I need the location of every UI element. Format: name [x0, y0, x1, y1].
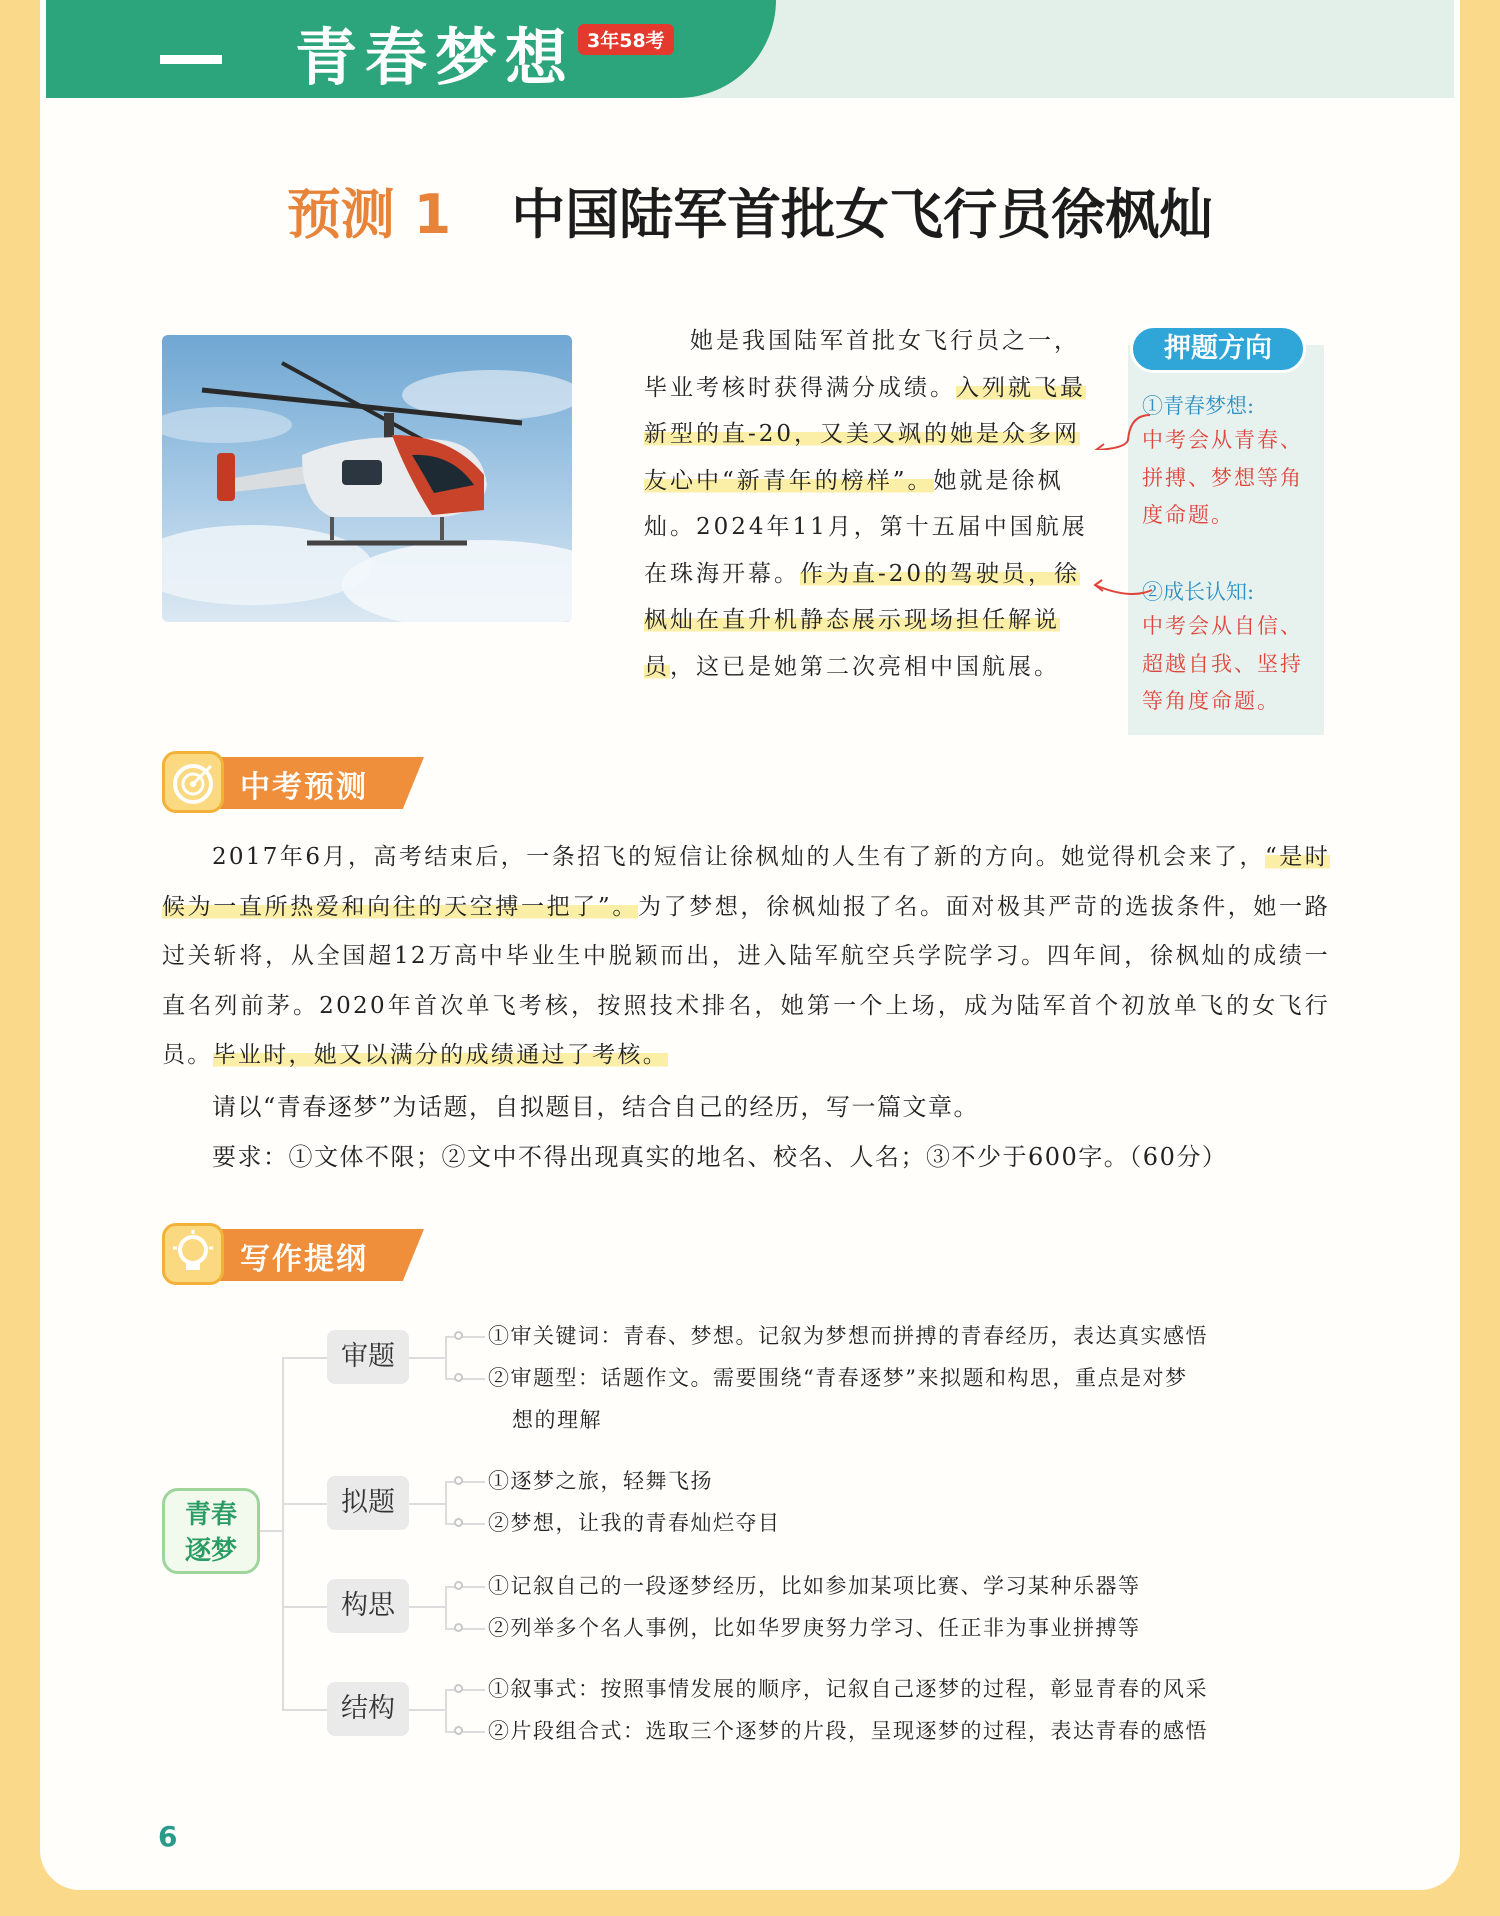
section-exam-prediction	[162, 751, 424, 809]
intro-text-1: 她是我国陆军首批女飞行员之一，毕业考核时获得满分成绩。	[644, 328, 1080, 401]
chapter-title: 青春梦想	[295, 21, 576, 94]
outline-item: ②片段组合式：选取三个逐梦的片段，呈现逐梦的过程，表达青春的感悟	[488, 1719, 1208, 1743]
outline-root-line-1: 青春	[184, 1500, 237, 1530]
outline-item: 想的理解	[512, 1408, 602, 1432]
outline-item: ①审关键词：青春、梦想。记叙为梦想而拼搏的青春经历，表达真实感悟	[488, 1324, 1208, 1348]
lightbulb-icon	[162, 1223, 224, 1285]
direction-1-heading: ①青春梦想:	[1142, 394, 1255, 418]
outline-item: ①叙事式：按照事情发展的顺序，记叙自己逐梦的过程，彰显青春的风采	[488, 1677, 1208, 1701]
page-number: 6	[158, 1820, 178, 1853]
prediction-title	[40, 172, 1460, 249]
material-text-2: 为了梦想，徐枫灿报了名。面对极其严苛的选拔条件，她一路过关斩将，从全国超12万高中毕业生中脱颖而出，进入陆军航空兵学院学习。四年间，徐枫灿的成绩一直名列前茅。2020年首次单飞考核，按照技术排名，她第一个上场，成为陆军首个初放单飞的女飞行员。	[162, 893, 1330, 1068]
writing-requirements: 要求：①文体不限；②文中不得出现真实的地名、校名、人名；③不少于600字。（60分）	[212, 1143, 1228, 1171]
prediction-label: 预测 1	[286, 183, 452, 246]
target-icon	[162, 751, 224, 813]
outline-node-niti: 拟题	[327, 1476, 409, 1530]
material-paragraph	[162, 833, 1330, 1081]
outline-item: ①逐梦之旅，轻舞飞扬	[488, 1469, 713, 1493]
outline-node-gousi: 构思	[327, 1579, 409, 1633]
outline-item: ①记叙自己的一段逐梦经历，比如参加某项比赛、学习某种乐器等	[488, 1574, 1141, 1598]
prediction-direction-label: 押题方向	[1130, 325, 1306, 373]
material-highlight-2: 毕业时，她又以满分的成绩通过了考核。	[212, 1042, 669, 1068]
intro-highlight-1: 入列就飞最新型的直-20，又美又飒的她是众多网友心中“新青年的榜样”。	[644, 374, 1086, 494]
direction-1-text: 中考会从青春、拼搏、梦想等角度命题。	[1142, 428, 1303, 527]
section-title: 中考预测	[240, 770, 368, 805]
exam-count-badge: 3年58考	[578, 24, 674, 55]
outline-item: ②审题型：话题作文。需要围绕“青春逐梦”来拟题和构思，重点是对梦	[488, 1366, 1188, 1390]
arrow-icon	[1090, 410, 1160, 450]
outline-root-line-2: 逐梦	[184, 1536, 237, 1566]
outline-item: ②列举多个名人事例，比如华罗庚努力学习、任正非为事业拼搏等	[488, 1616, 1141, 1640]
intro-text-2: 她就是徐枫灿。2024年11月，第十五届中国航展在珠海开幕。	[644, 467, 1088, 587]
outline-node-shenti: 审题	[327, 1330, 409, 1384]
arrow-icon	[1090, 565, 1160, 605]
material-text-1: 2017年6月，高考结束后，一条招飞的短信让徐枫灿的人生有了新的方向。她觉得机会来了，	[212, 844, 1265, 870]
intro-paragraph	[162, 318, 1090, 690]
intro-highlight-2: 作为直-20的驾驶员，徐枫灿在直升机静态展示现场担任解说员	[644, 560, 1081, 680]
outline-node-jiegou: 结构	[327, 1682, 409, 1736]
outline-item: ②梦想，让我的青春灿烂夺目	[488, 1511, 781, 1535]
outline-root-node	[162, 1488, 260, 1574]
section-writing-outline	[162, 1223, 424, 1281]
writing-prompt: 请以“青春逐梦”为话题，自拟题目，结合自己的经历，写一篇文章。	[212, 1093, 980, 1121]
page	[40, 0, 1460, 1890]
direction-2-text: 中考会从自信、超越自我、坚持等角度命题。	[1142, 614, 1303, 713]
intro-text-3: ，这已是她第二次亮相中国航展。	[670, 653, 1060, 680]
direction-2-heading: ②成长认知:	[1142, 580, 1255, 604]
chapter-number-dash	[160, 55, 222, 64]
prediction-heading: 中国陆军首批女飞行员徐枫灿	[511, 183, 1214, 246]
section-title: 写作提纲	[240, 1242, 368, 1277]
material-highlight-1: “是时候为一直所热爱和向往的天空搏一把了”。	[162, 844, 1330, 920]
